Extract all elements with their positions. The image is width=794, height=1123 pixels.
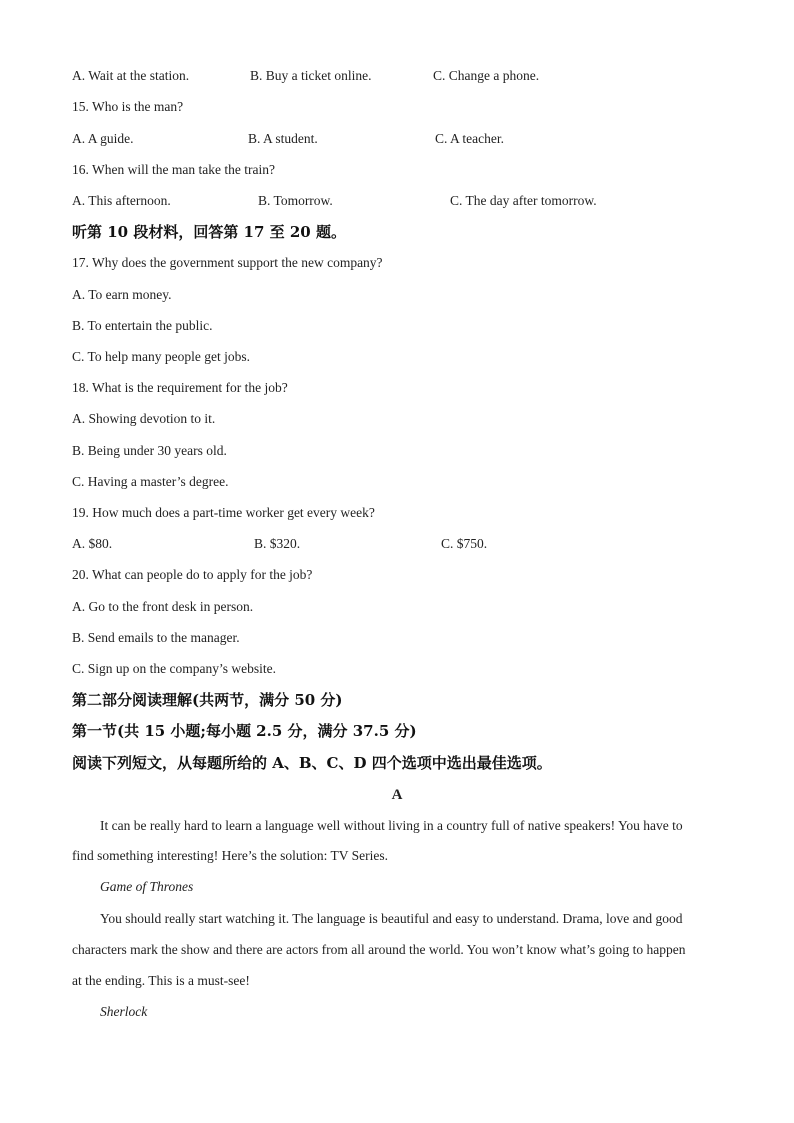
series-title-1: Game of Thrones — [100, 879, 194, 894]
q19-option-a: A. $80. — [72, 536, 113, 551]
paragraph-1-line-1: It can be really hard to learn a language well without living in a country full of native speakers! You have to — [100, 818, 683, 833]
q19-question: 19. How much does a part-time worker get every week? — [72, 505, 375, 520]
paragraph-2-line-1: You should really start watching it. The language is beautiful and easy to understand. Drama, love and good — [100, 911, 683, 926]
q20-option-a: A. Go to the front desk in person. — [72, 599, 254, 614]
q15-option-b: B. A student. — [248, 131, 318, 146]
section1-heading: 第一节(共 15 小题;每小题 2.5 分，满分 37.5 分) — [72, 722, 417, 740]
paragraph-1-line-2: find something interesting! Here’s the solution: TV Series. — [72, 848, 388, 863]
q17-option-a: A. To earn money. — [72, 287, 172, 302]
q14-option-a: A. Wait at the station. — [72, 68, 190, 83]
q15-option-c: C. A teacher. — [435, 131, 504, 146]
q17-option-b: B. To entertain the public. — [72, 318, 213, 333]
q14-option-b: B. Buy a ticket online. — [250, 68, 372, 83]
q18-option-b: B. Being under 30 years old. — [72, 443, 227, 458]
q20-option-b: B. Send emails to the manager. — [72, 630, 240, 645]
q16-option-c: C. The day after tomorrow. — [450, 193, 597, 208]
series-title-2: Sherlock — [100, 1004, 148, 1019]
q18-question: 18. What is the requirement for the job? — [72, 380, 288, 395]
section10-heading: 听第 10 段材料，回答第 17 至 20 题。 — [72, 223, 346, 241]
passage-label: A — [391, 787, 403, 803]
q20-question: 20. What can people do to apply for the job? — [72, 567, 313, 582]
q19-option-c: C. $750. — [441, 536, 488, 551]
q17-question: 17. Why does the government support the new company? — [72, 255, 383, 270]
q20-option-c: C. Sign up on the company’s website. — [72, 661, 276, 676]
q18-option-a: A. Showing devotion to it. — [72, 411, 216, 426]
part2-heading: 第二部分阅读理解(共两节，满分 50 分) — [72, 691, 343, 709]
q19-option-b: B. $320. — [254, 536, 301, 551]
q16-option-b: B. Tomorrow. — [258, 193, 333, 208]
paragraph-2-line-2: characters mark the show and there are actors from all around the world. You won’t know what’s going to happen — [72, 942, 686, 957]
q16-question: 16. When will the man take the train? — [72, 162, 275, 177]
q15-question: 15. Who is the man? — [72, 99, 184, 114]
q16-option-a: A. This afternoon. — [72, 193, 171, 208]
q17-option-c: C. To help many people get jobs. — [72, 349, 251, 364]
instruction-heading: 阅读下列短文，从每题所给的 A、B、C、D 四个选项中选出最佳选项。 — [72, 754, 552, 772]
q14-option-c: C. Change a phone. — [433, 68, 540, 83]
paragraph-2-line-3: at the ending. This is a must-see! — [72, 973, 250, 988]
q15-option-a: A. A guide. — [72, 131, 134, 146]
q18-option-c: C. Having a master’s degree. — [72, 474, 229, 489]
